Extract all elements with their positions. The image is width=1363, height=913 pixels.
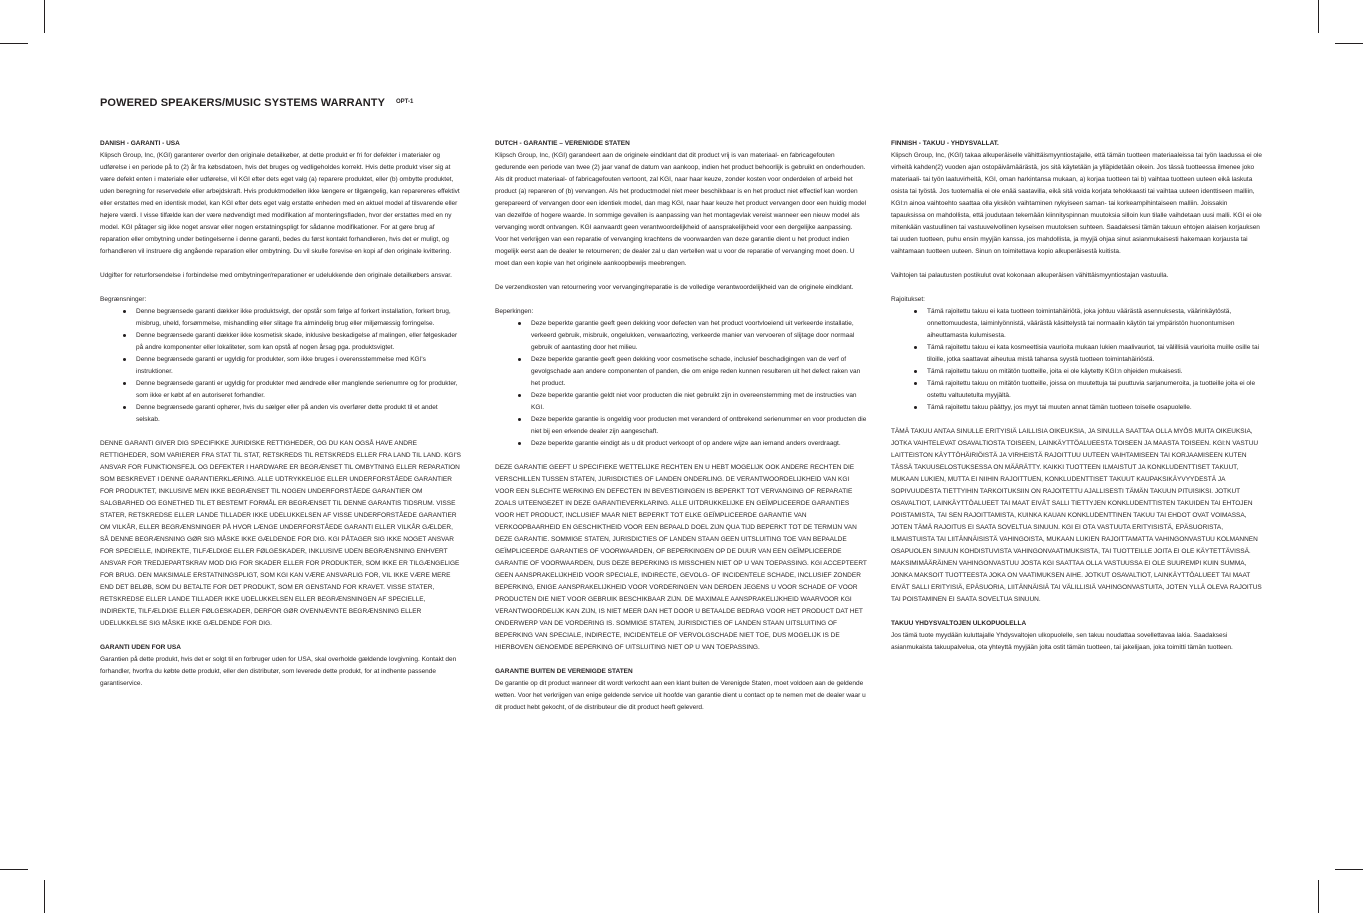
list-item: Deze beperkte garantie is ongeldig voor producten met veranderd of ontbrekend serienummer en voor producten die niet bij een erkende dealer zijn aangeschaft. (531, 414, 867, 438)
limitations-list (495, 318, 867, 450)
limitations-list (891, 306, 1263, 414)
crop-mark (1318, 880, 1319, 913)
list-item: Denne begrænsede garanti dækker ikke produktsvigt, der opstår som følge af forkert installation, forkert brug, misbrug, uheld, forsømmelse, mishandling eller slitage fra almindelig brug eller miljømæssig forringelse. (136, 306, 462, 330)
list-item: Deze beperkte garantie geeft geen dekking voor defecten van het product voortvloeiend uit verkeerde installatie, verkeerd gebruik, misbruik, ongelukken, verwaarlozing, verkeerde manier van vervoeren of slijtage door normaal gebruik of aantasting door het milieu. (531, 318, 867, 354)
section-heading: DUTCH - GARANTIE – VERENIGDE STATEN (495, 140, 630, 147)
finnish-warranty-column (891, 138, 1263, 654)
list-item: Tämä rajoitettu takuu on mitätön tuotteille, joissa on muutettuja tai puuttuvia sarjanumeroita, ja tuotteille joita ei ole ostettu valtuutetulta myyjältä. (927, 378, 1263, 402)
shipping-note: De verzendkosten van retournering voor vervanging/reparatie is de volledige verantwoordelijkheid van de originele eindklant. (495, 284, 854, 291)
section-heading: TAKUU YHDYSVALTOJEN ULKOPUOLELLA (891, 620, 1027, 627)
crop-mark (1318, 0, 1319, 33)
legal-text: DEZE GARANTIE GEEFT U SPECIFIEKE WETTELIJKE RECHTEN EN U HEBT MOGELIJK OOK ANDERE RECHTEN DIE VERSCHILLEN TUSSEN STATEN, JURISDICTIES OF LANDEN ONDERLING. DE VERANTWOORDELIJKHEID VAN KGI VOOR EEN SLECHTE WERKING EN DEFECTEN IN BEVESTIGINGEN IS BEPERKT TOT VERVANGING OF REPARATIE ZOALS UITEENGEZET IN DEZE GARANTIEVERKLARING. ALLE UITDRUKKELIJKE EN GEÏMPLICEERDE GARANTIES VOOR HET PRODUCT, INCLUSIEF MAAR NIET BEPERKT TOT ELKE GEÏMPLICEERDE GARANTIE VAN VERKOOPBAARHEID EN GESCHIKTHEID VOOR EEN BEPAALD DOEL ZIJN QUA TIJD BEPERKT TOT DE TERMIJN VAN DEZE GARANTIE. SOMMIGE STATEN, JURISDICTIES OF LANDEN STAAN GEEN UITSLUITING TOE VAN BEPAALDE GEÏMPLICEERDE GARANTIES OF VOORWAARDEN, OF BEPERKINGEN OP DE DUUR VAN EEN GEÏMPLICEERDE GARANTIE OF VOORWAARDEN, DUS DEZE BEPERKING IS MISSCHIEN NIET OP U VAN TOEPASSING. KGI ACCEPTEERT GEEN AANSPRAKELIJKHEID VOOR SPECIALE, INDIRECTE, GEVOLG- OF INCIDENTELE SCHADE, INCLUSIEF ZONDER BEPERKING, ENIGE AANSPRAKELIJKHEID VOOR VORDERINGEN VAN DERDEN JEGENS U VOOR SCHADE OF VOOR PRODUCTEN DIE NIET VOOR GEBRUIK BESCHIKBAAR ZIJN. DE MAXIMALE AANSPRAKELIJKHEID WAARVOOR KGI VERANTWOORDELIJK KAN ZIJN, IS NIET MEER DAN HET DOOR U BETAALDE BEDRAG VOOR HET PRODUCT DAT HET ONDERWERP VAN DE VORDERING IS. SOMMIGE STATEN, JURISDICTIES OF LANDEN STAAN UITSLUITING OF BEPERKING VAN SPECIALE, INDIRECTE, INCIDENTELE OF VERVOLGSCHADE NIET TOE, DUS MOGELIJK IS DE HIERBOVEN GENOEMDE BEPERKING OF UITSLUITING NIET OP U VAN TOEPASSING. (495, 464, 867, 651)
dutch-warranty-column (495, 138, 867, 714)
list-item: Denne begrænsede garanti ophører, hvis du sælger eller på anden vis overfører dette produkt til et andet selskab. (136, 402, 462, 426)
shipping-note: Vaihtojen tai palautusten postikulut ovat kokonaan alkuperäisen vähittäismyyntiostajan vastuulla. (891, 272, 1169, 279)
limitations-label: Begrænsninger: (100, 296, 147, 303)
list-item: Tämä rajoitettu takuu päättyy, jos myyt tai muuten annat tämän tuotteen toiselle osapuolelle. (927, 402, 1263, 414)
section-heading: DANISH - GARANTI - USA (100, 140, 180, 147)
danish-warranty-column (100, 138, 462, 690)
outside-warranty-body: Jos tämä tuote myydään kuluttajalle Yhdysvaltojen ulkopuolelle, sen takuu noudattaa sovellettavaa lakia. Saadaksesi asianmukaista takuupalvelua, ota yhteyttä myyjään jolta ostit tämän tuotteen, tai jakelijaan, joka toimitti tämän tuotteen. (891, 632, 1233, 651)
crop-mark (44, 0, 45, 33)
list-item: Denne begrænsede garanti er ugyldig for produkter med ændrede eller manglende serienumre og for produkter, som ikke er købt af en autoriseret forhandler. (136, 378, 462, 402)
list-item: Deze beperkte garantie geeft geen dekking voor cosmetische schade, inclusief beschadigingen van de verf of gevolgschade aan andere componenten of panden, die om enige reden kunnen resulteren uit het defect raken van het product. (531, 354, 867, 390)
crop-mark (0, 869, 28, 870)
limitations-list (100, 306, 462, 426)
warranty-body: Klipsch Group, Inc, (KGI) garandeert aan de originele eindklant dat dit product vrij is van materiaal- en fabricagefouten gedurende een periode van twee (2) jaar vanaf de datum van aankoop, indien het product behoorlijk is gebruikt en onderhouden. Als dit product materiaal- of fabricagefouten vertoont, zal KGI, naar haar keuze, zonder kosten voor onderdelen of arbeid het product (a) repareren of (b) vervangen. Als het productmodel niet meer beschikbaar is en het product niet effectief kan worden gerepareerd of vervangen door een identiek model, dan mag KGI, naar haar keuze het product vervangen door een huidig model van dezelfde of hogere waarde. In sommige gevallen is aanpassing van het montagevlak vereist wanneer een nieuw model als vervanging wordt ontvangen. KGI aanvaardt geen verantwoordelijkheid of aansprakelijkheid voor een dergelijke aanpassing. Voor het verkrijgen van een reparatie of vervanging krachtens de voorwaarden van deze garantie dient u het product indien mogelijk eerst aan de dealer te retourneren; de dealer zal u dan vertellen wat u voor de reparatie of vervanging moet doen. U moet dan een kopie van het originele aankoopbewijs meebrengen. (495, 152, 867, 267)
outside-warranty-body: Garantien på dette produkt, hvis det er solgt til en forbruger uden for USA, skal overholde gældende lovgivning. Kontakt den forhandler, hvorfra du købte dette produkt, eller den distributør, som leverede dette produkt, for at indhente passende garantiservice. (100, 656, 457, 687)
list-item: Tämä rajoitettu takuu ei kata tuotteen toimintahäiriötä, joka johtuu väärästä asennuksesta, väärinkäytöstä, onnettomuudesta, laiminlyönnistä, väärästä käsittelystä tai normaalin käytön tai ympäristön huonontumisen aiheuttamasta kulumisesta. (927, 306, 1263, 342)
list-item: Deze beperkte garantie eindigt als u dit product verkoopt of op andere wijze aan iemand anders overdraagt. (531, 438, 867, 450)
crop-mark (1335, 43, 1363, 44)
legal-text: DENNE GARANTI GIVER DIG SPECIFIKKE JURIDISKE RETTIGHEDER, OG DU KAN OGSÅ HAVE ANDRE RETTIGHEDER, SOM VARIERER FRA STAT TIL STAT, RETSKREDS TIL RETSKREDS ELLER FRA LAND TIL LAND. KGI'S ANSVAR FOR FUNKTIONSFEJL OG DEFEKTER I HARDWARE ER BEGRÆNSET TIL OMBYTNING ELLER REPARATION SOM BESKREVET I DENNE GARANTIERKLÆRING. ALLE UDTRYKKELIGE ELLER UNDERFORSTÅEDE GARANTIER FOR PRODUKTET, INKLUSIVE MEN IKKE BEGRÆNSET TIL NOGEN UNDERFORSTÅEDE GARANTIER OM SALGBARHED OG EGNETHED TIL ET BESTEMT FORMÅL ER BEGRÆNSET TIL DENNE GARANTIS TIDSRUM. VISSE STATER, RETSKREDSE ELLER LANDE TILLADER IKKE UDELUKKELSEN AF VISSE UNDERFORSTÅEDE GARANTIER OM VILKÅR, ELLER BEGRÆNSNINGER PÅ HVOR LÆNGE UNDERFORSTÅEDE GARANTI ELLER VILKÅR GÆLDER, SÅ DENNE BEGRÆNSNING GØR SIG MÅSKE IKKE GÆLDENDE FOR DIG. KGI PÅTAGER SIG IKKE NOGET ANSVAR FOR SPECIELLE, INDIREKTE, TILFÆLDIGE ELLER FØLGESKADER, INKLUSIVE UDEN BEGRÆNSNING ENHVERT ANSVAR FOR TREDJEPARTSKRAV MOD DIG FOR SKADER ELLER FOR PRODUKTER, SOM IKKE ER TILGÆNGELIGE FOR BRUG. DEN MAKSIMALE ERSTATNINGSPLIGT, SOM KGI KAN VÆRE ANSVARLIG FOR, VIL IKKE VÆRE MERE END DET BELØB, SOM DU BETALTE FOR DET PRODUKT, SOM ER GENSTAND FOR KRAVET. VISSE STATER, RETSKREDSE ELLER LANDE TILLADER IKKE UDELUKKELSEN ELLER BEGRÆNSNINGEN AF SPECIELLE, INDIREKTE, TILFÆLDIGE ELLER FØLGESKADER, DERFOR GØR OVENNÆVNTE BEGRÆNSNING ELLER UDELUKKELSE SIG MÅSKE IKKE GÆLDENDE FOR DIG. (100, 440, 461, 627)
list-item: Denne begrænsede garanti dækker ikke kosmetisk skade, inklusive beskadigelse af malingen, eller følgeskader på andre komponenter eller lokaliteter, som kan opstå af nogen årsag pga. produktsvigtet. (136, 330, 462, 354)
section-heading: GARANTI UDEN FOR USA (100, 644, 181, 651)
list-item: Deze beperkte garantie geldt niet voor producten die niet gebruikt zijn in overeenstemming met de instructies van KGI. (531, 390, 867, 414)
limitations-label: Rajoitukset: (891, 296, 925, 303)
limitations-label: Beperkingen: (495, 308, 534, 315)
list-item: Denne begrænsede garanti er ugyldig for produkter, som ikke bruges i overensstemmelse med KGI's instruktioner. (136, 354, 462, 378)
document-code: OPT-1 (396, 99, 414, 105)
outside-warranty-body: De garantie op dit product wanneer dit wordt verkocht aan een klant buiten de Verenigde Staten, moet voldoen aan de geldende wetten. Voor het verkrijgen van enige geldende service uit hoofde van garantie dient u contact op te nemen met de dealer waar u dit product hebt gekocht, of de distributeur die dit product heeft geleverd. (495, 680, 866, 711)
list-item: Tämä rajoitettu takuu ei kata kosmeettisia vaurioita mukaan lukien maalivauriot, tai välillisiä vaurioita muille osille tai tiloille, jotka saattavat aiheutua mistä tahansa syystä tuotteen toimintahäiriöstä. (927, 342, 1263, 366)
section-heading: FINNISH - TAKUU - YHDYSVALLAT. (891, 140, 999, 147)
warranty-body: Klipsch Group, Inc, (KGI) takaa alkuperäiselle vähittäismyyntiostajalle, että tämän tuotteen materiaaleissa tai työn laadussa ei ole virheitä kahden(2) vuoden ajan ostopäivämäärästä, jos sitä käytetään ja ylläpidetään oikein. Jos tässä tuotteessa ilmenee joko materiaali- tai työn laatuvirheitä, KGI, oman harkintansa mukaan, a) korjaa tuotteen tai b) vaihtaa tuotteen uuteen eikä laskuta osista tai työstä. Jos tuotemallia ei ole enää saatavilla, eikä sitä voida korjata tehokkaasti tai vaihtaa uuteen identtiseen malliin, KGI:n ainoa vaihtoehto saattaa olla yksikön vaihtaminen nykyiseen saman- tai korkeampihintaiseen malliin. Joissakin tapauksissa on mahdollista, että joudutaan tekemään kiinnityspinnan muutoksia silloin kun tilalle vaihdetaan uusi malli. KGI ei ole mitenkään vastuullinen tai vastuuvelvollinen kyseisen muutoksen suhteen. Saadaksesi tämän takuun ehtojen alaisen korjauksen tai uuden tuotteen, puhu ensin myyjän kanssa, jos mahdollista, ja myyjä ohjaa sinut asianmukaisesti hakemaan korjausta tai vaihtamaan tuotteen uuteen. Sinun on toimitettava kopio alkuperäisestä kuitista. (891, 152, 1263, 255)
page-title: POWERED SPEAKERS/MUSIC SYSTEMS WARRANTY (100, 97, 386, 109)
legal-text: TÄMÄ TAKUU ANTAA SINULLE ERITYISIÄ LAILLISIA OIKEUKSIA, JA SINULLA SAATTAA OLLA MYÖS MUITA OIKEUKSIA, JOTKA VAIHTELEVAT OSAVALTIOSTA TOISEEN, LAINKÄYTTÖALUEESTA TOISEEN JA MAASTA TOISEEN. KGI:N VASTUU LAITTEISTON KÄYTTÖHÄIRIÖISTÄ JA VIRHEISTÄ RAJOITTUU UUTEEN VAIHTAMISEEN TAI KORJAAMISEEN KUTEN TÄSSÄ TAKUUSELOSTUKSESSA ON MÄÄRÄTTY. KAIKKI TUOTTEEN ILMAISTUT JA KONKLUDENTTISET TAKUUT, MUKAAN LUKIEN, MUTTA EI NIIHIN RAJOITTUEN, KONKLUDENTTISET TAKUUT KAUPAKSIKÄYVYYDESTÄ JA SOPIVUUDESTA TIETTYIHIN TARKOITUKSIIN ON RAJOITETTU AJALLISESTI TÄMÄN TAKUUN PITUISIKSI. JOTKUT OSAVALTIOT, LAINKÄYTTÖALUEET TAI MAAT EIVÄT SALLI TIETTYJEN KONKLUDENTTISTEN TAKUIDEN TAI EHTOJEN POISTAMISTA, TAI SEN RAJOITTAMISTA, KUINKA KAUAN KONKLUDENTTINEN TAKUU TAI EHDOT OVAT VOIMASSA, JOTEN TÄMÄ RAJOITUS EI SAATA SOVELTUA SINUUN. KGI EI OTA VASTUUTA ERITYISISTÄ, EPÄSUORISTA, ILMAISTUISTA TAI LIITÄNNÄISISTÄ VAHINGOISTA, MUKAAN LUKIEN RAJOITTAMATTA VAHINGONVASTUU KOLMANNEN OSAPUOLEN SINUUN KOHDISTUVISTA VAHINGONVAATIMUKSISTA, TAI TUOTTEILLE JOITA EI OLE KÄYTETTÄVISSÄ. MAKSIMIMÄÄRÄINEN VAHINGONVASTUU JOSTA KGI SAATTAA OLLA VASTUUSSA EI OLE SUUREMPI KUIN SUMMA, JONKA MAKSOIT TUOTTEESTA JOKA ON VAATIMUKSEN AIHE. JOTKUT OSAVALTIOT, LAINKÄYTTÖALUEET TAI MAAT EIVÄT SALLI ERITYISIÄ, EPÄSUORIA, LIITÄNNÄISIÄ TAI VÄLILLISIÄ VAHINGONVASTUITA, JOTEN YLLÄ OLEVA RAJOITUS TAI POISTAMINEN EI SAATA SOVELTUA SINUUN. (891, 428, 1262, 603)
crop-mark (44, 880, 45, 913)
section-heading: GARANTIE BUITEN DE VERENIGDE STATEN (495, 668, 633, 675)
list-item: Tämä rajoitettu takuu on mitätön tuotteille, joita ei ole käytetty KGI:n ohjeiden mukaisesti. (927, 366, 1263, 378)
shipping-note: Udgifter for returforsendelse i forbindelse med ombytninger/reparationer er udelukkende den originale detailkøbers ansvar. (100, 272, 452, 279)
crop-mark (1335, 869, 1363, 870)
warranty-body: Klipsch Group, Inc, (KGI) garanterer overfor den originale detailkøber, at dette produkt er fri for defekter i materialer og udførelse i en periode på to (2) år fra købsdatoen, hvis det bruges og vedligeholdes korrekt. Hvis dette produkt viser sig at være defekt enten i materiale eller udførelse, vil KGI efter dets eget valg (a) reparere produktet, eller (b) ombytte produktet, uden beregning for reservedele eller arbejdskraft. Hvis produktmodellen ikke længere er tilgængelig, kan reparereres effektivt eller erstattes med en identisk model, kan KGI efter dets eget valg erstatte enheden med en aktuel model af tilsvarende eller højere værdi. I visse tilfælde kan der være nødvendigt med modifikation af monteringsfladen, hvor der erstattes med en ny model. KGI påtager sig ikke noget ansvar eller nogen erstatningspligt for sådanne modifikationer. For at gøre brug af reparation eller ombytning under betingelserne i denne garanti, bedes du først kontakt forhandleren, hvis det er muligt, og forhandleren vil instruere dig angående reparation eller ombytning. Du vil skulle forevise en kopi af den originale kvittering. (100, 152, 460, 255)
crop-mark (0, 43, 28, 44)
